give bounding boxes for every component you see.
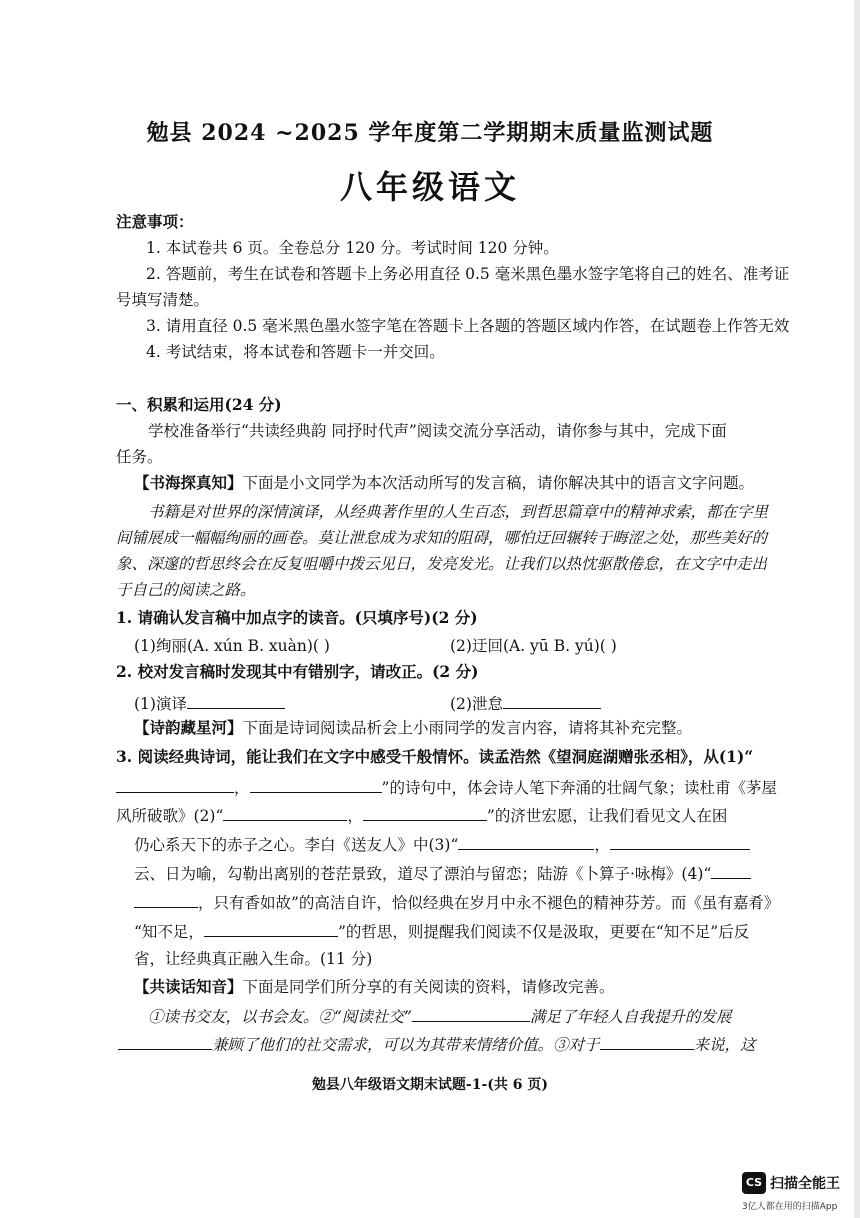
section-intro: 学校准备举行“共读经典韵 同抒时代声”阅读交流分享活动，请你参与其中，完成下面 [148,422,727,440]
question-3-text-g2: ”的哲思，则提醒我们阅读不仅是汲取，更要在“知不足”后反 [337,923,750,941]
part-3-prompt [0,975,860,999]
question-3-text-f: ，只有香如故”的高洁自许，恰似经典在岁月中永不褪色的精神芬芳。而《虽有嘉肴》 [198,894,780,912]
scan-edge-shadow [854,0,860,1218]
scanner-tagline: 3亿人都在用的扫描App [742,1202,838,1212]
question-3-line-5 [0,860,860,886]
question-3-line-2: ， ”的诗句中，体会诗人笔下奔涌的壮阔气象；读杜甫《茅屋 [0,774,860,800]
question-3-text-g1: “知不足， [134,923,204,941]
question-3-line-1: 3. 阅读经典诗词，能让我们在文字中感受千般情怀。读孟浩然《望洞庭湖赠张丞相》，从(1)“ [116,747,754,766]
share-text-b1: 兼顾了他们的社交需求，可以为其带来情绪价值。③对于 [212,1036,600,1054]
share-text-a1: ①读书交友，以书会友。②“阅读社交” [148,1008,412,1026]
section-intro-cont: 任务。 [116,448,163,466]
share-blank-3[interactable] [600,1031,694,1050]
share-blank-2[interactable] [118,1031,212,1050]
share-text-b2: 来说，这 [693,1036,756,1054]
question-3-blank-2a[interactable] [223,802,347,821]
question-3-text-e: 云、日为喻，勾勒出离别的苍茫景致，道尽了漂泊与留恋；陆游《卜算子·咏梅》(4)“ [134,865,712,883]
question-3-blank-1a[interactable] [116,774,234,793]
note-1: 1. 本试卷共 6 页。全卷总分 120 分。考试时间 120 分钟。 [146,239,559,257]
share-text-a2: 满足了年轻人自我提升的发展 [529,1008,732,1026]
scanner-watermark [742,1172,854,1212]
section-heading: 一、积累和运用(24 分) [116,395,282,414]
note-2-cont: 号填写清楚。 [116,291,210,309]
question-3-blank-3b[interactable] [610,831,750,850]
question-3-text-c2: ”的济世宏愿，让我们看见文人在困 [486,807,728,825]
speech-line-2: 间铺展成一幅幅绚丽的画卷。莫让泄怠成为求知的阻碍，哪怕迂回辗转于晦涩之处，那些美好的 [116,529,768,547]
question-3-text-b: ”的诗句中，体会诗人笔下奔涌的壮阔气象；读杜甫《茅屋 [381,779,777,797]
question-3-blank-1b[interactable] [250,774,382,793]
speech-line-1: 书籍是对世界的深情演译，从经典著作里的人生百态，到哲思篇章中的精神求索，都在字里 [148,503,769,521]
question-3-line-8: 省，让经典真正融入生命。(11 分) [134,950,373,968]
note-2: 2. 答题前，考生在试卷和答题卡上务必用直径 0.5 毫米黑色墨水签字笔将自己的姓名、准考证 [146,265,790,283]
question-2: 2. 校对发言稿时发现其中有错别字，请改正。(2 分) [116,662,479,681]
note-4: 4. 考试结束，将本试卷和答题卡一并交回。 [146,343,445,361]
question-3-blank-4b[interactable] [134,889,198,908]
question-3-line-6 [0,889,860,915]
part-2-prompt [0,716,860,740]
exam-title: 勉县 2024 ~2025 学年度第二学期期末质量监测试题 [146,120,714,146]
question-1-item-2: (2)迂回(A. yū B. yú)( ) [450,637,617,655]
part-1-text: 下面是小文同学为本次活动所写的发言稿，请你解决其中的语言文字问题。 [242,474,755,492]
part-1-label: 【书海探真知】 [134,473,243,492]
question-3-blank-5[interactable] [204,918,338,937]
question-1-item-1: (1)绚丽(A. xún B. xuàn)( ) [134,637,330,655]
part-2-label: 【诗韵藏星河】 [134,718,243,737]
part-2-text: 下面是诗词阅读品析会上小雨同学的发言内容，请将其补充完整。 [242,719,693,737]
question-2-item-1-blank[interactable] [187,690,285,709]
share-blank-1[interactable] [412,1003,530,1022]
question-3-line-7 [0,918,860,944]
scanner-app-name: 扫描全能王 [770,1176,840,1192]
question-2-item-2-word: (2)泄怠 [450,695,503,713]
share-line-1 [0,1003,860,1029]
exam-subject: 八年级语文 [339,168,520,206]
question-3-line-4: 仍心系天下的赤子之心。李白《送友人》中(3)“ ， [0,831,860,857]
question-3-blank-3a[interactable] [458,831,594,850]
part-1-prompt [0,471,860,495]
question-2-item-2-blank[interactable] [503,690,601,709]
question-3-text-c1: 风所破歌》(2)“ [116,807,224,825]
part-3-text: 下面是同学们所分享的有关阅读的资料，请修改完善。 [242,978,615,996]
notes-heading: 注意事项： [116,212,194,231]
note-3: 3. 请用直径 0.5 毫米黑色墨水签字笔在答题卡上各题的答题区域内作答，在试题卷上作答无效 [146,317,790,335]
question-1: 1. 请确认发言稿中加点字的读音。(只填序号)(2 分) [116,608,478,627]
question-2-item-1-word: (1)演译 [134,695,187,713]
question-3-text-d1: 仍心系天下的赤子之心。李白《送友人》中(3)“ [134,836,459,854]
share-line-2 [0,1031,860,1057]
cs-logo-icon: CS [742,1172,766,1194]
part-3-label: 【共读话知音】 [134,977,243,996]
question-3-line-3: 风所破歌》(2)“ ， ”的济世宏愿，让我们看见文人在困 [0,802,860,828]
question-3-blank-2b[interactable] [363,802,487,821]
speech-line-4: 于自己的阅读之路。 [116,581,256,599]
speech-line-3: 象、深邃的哲思终会在反复咀嚼中拨云见日，发亮发光。让我们以热忱驱散倦怠，在文字中走出 [116,555,768,573]
question-3-blank-4a[interactable] [711,860,751,879]
question-2-item-2 [450,690,850,716]
page-footer: 勉县八年级语文期末试题-1-(共 6 页) [311,1077,549,1093]
